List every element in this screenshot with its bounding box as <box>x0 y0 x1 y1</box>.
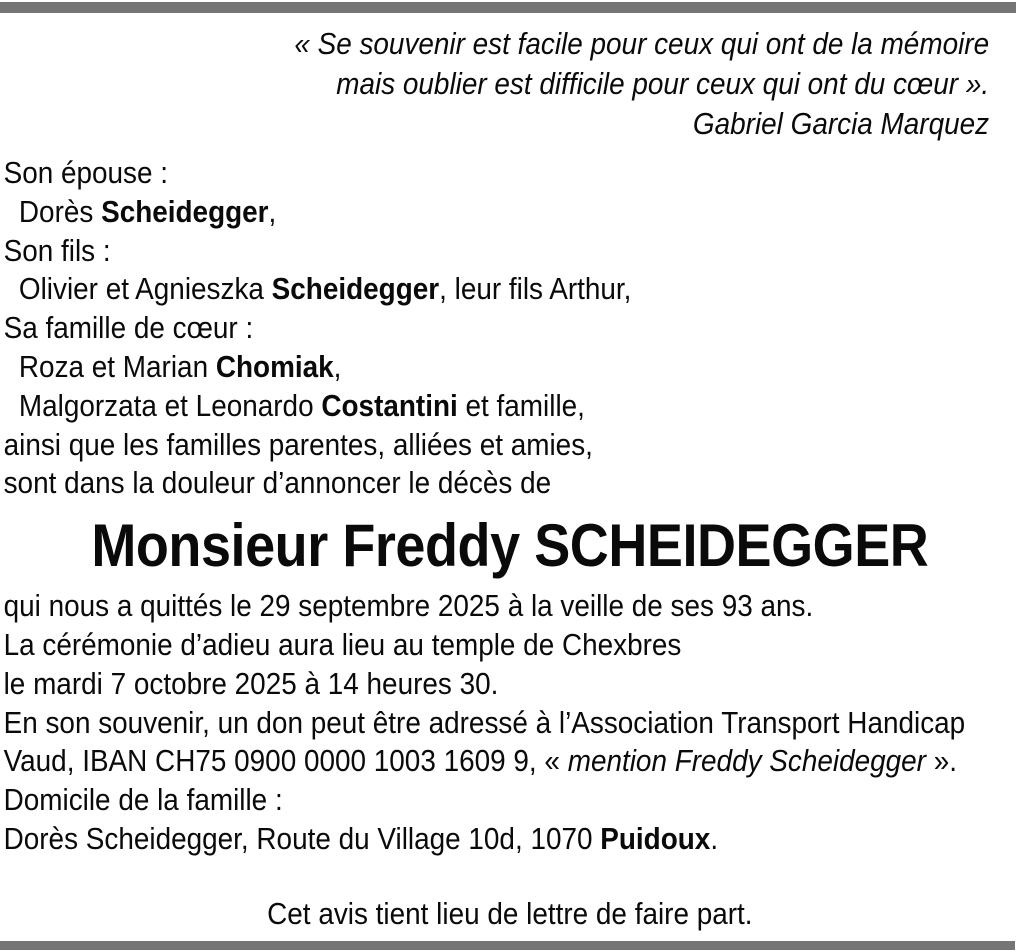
heart-family-line-2 <box>4 387 1017 426</box>
spouse-name-post: , <box>268 193 277 229</box>
heart1-post: , <box>333 348 342 384</box>
residence-city: Puidoux <box>600 820 711 856</box>
residence-address: Dorès Scheidegger, Route du Village 10d, 1070 <box>3 820 601 856</box>
spouse-name-line <box>4 193 1017 232</box>
son-name-pre: Olivier et Agnieszka <box>18 271 272 307</box>
ceremony-line-1: La cérémonie d’adieu aura lieu au temple de Chexbres <box>3 626 682 662</box>
heart1-surname: Chomiak <box>215 348 334 384</box>
donation-iban: Vaud, IBAN CH75 0900 0000 1003 1609 9, « <box>3 743 568 779</box>
relatives-line: ainsi que les familles parentes, alliées et amies, <box>3 426 593 462</box>
ceremony-line-2: le mardi 7 octobre 2025 à 14 heures 30. <box>3 665 499 701</box>
residence-post: . <box>710 820 719 856</box>
quote-attribution: Gabriel Garcia Marquez <box>692 106 990 141</box>
donation-line-2 <box>4 742 1017 781</box>
ceremony-details <box>4 587 1017 859</box>
quote-line-1: « Se souvenir est facile pour ceux qui ont de la mémoire <box>294 26 990 61</box>
donation-mention: mention Freddy Scheidegger <box>567 743 926 779</box>
spouse-surname: Scheidegger <box>101 193 269 229</box>
death-date-line: qui nous a quittés le 29 septembre 2025 à la veille de ses 93 ans. <box>3 588 814 624</box>
bottom-border-bar <box>0 941 1015 950</box>
son-name-line <box>4 270 1017 309</box>
spouse-label: Son épouse : <box>3 155 169 190</box>
heart2-pre: Malgorzata et Leonardo <box>18 387 322 423</box>
son-name-post: , leur fils Arthur, <box>439 271 632 307</box>
heart-family-line-1 <box>4 348 1017 387</box>
family-list <box>4 154 1017 503</box>
son-surname: Scheidegger <box>271 271 440 307</box>
donation-line-1: En son souvenir, un don peut être adressé à l’Association Transport Handicap <box>3 704 966 740</box>
residence-label: Domicile de la famille : <box>3 782 283 818</box>
heart-family-label: Sa famille de cœur : <box>3 310 254 346</box>
spouse-name-pre: Dorès <box>18 193 102 229</box>
residence-line <box>4 820 1017 859</box>
donation-line-2-post: ». <box>925 743 957 779</box>
closing-line: Cet avis tient lieu de lettre de faire part. <box>267 895 753 931</box>
heart2-surname: Costantini <box>321 387 458 423</box>
deceased-name-title: Monsieur Freddy SCHEIDEGGER <box>91 512 929 580</box>
heart2-post: et famille, <box>457 387 585 423</box>
heart1-pre: Roza et Marian <box>18 348 216 384</box>
quote-line-2: mais oublier est difficile pour ceux qui ont du cœur ». <box>336 66 990 101</box>
epigraph-quote <box>4 24 1017 144</box>
son-label: Son fils : <box>3 232 111 268</box>
announcement-line: sont dans la douleur d’annoncer le décès de <box>3 465 552 501</box>
